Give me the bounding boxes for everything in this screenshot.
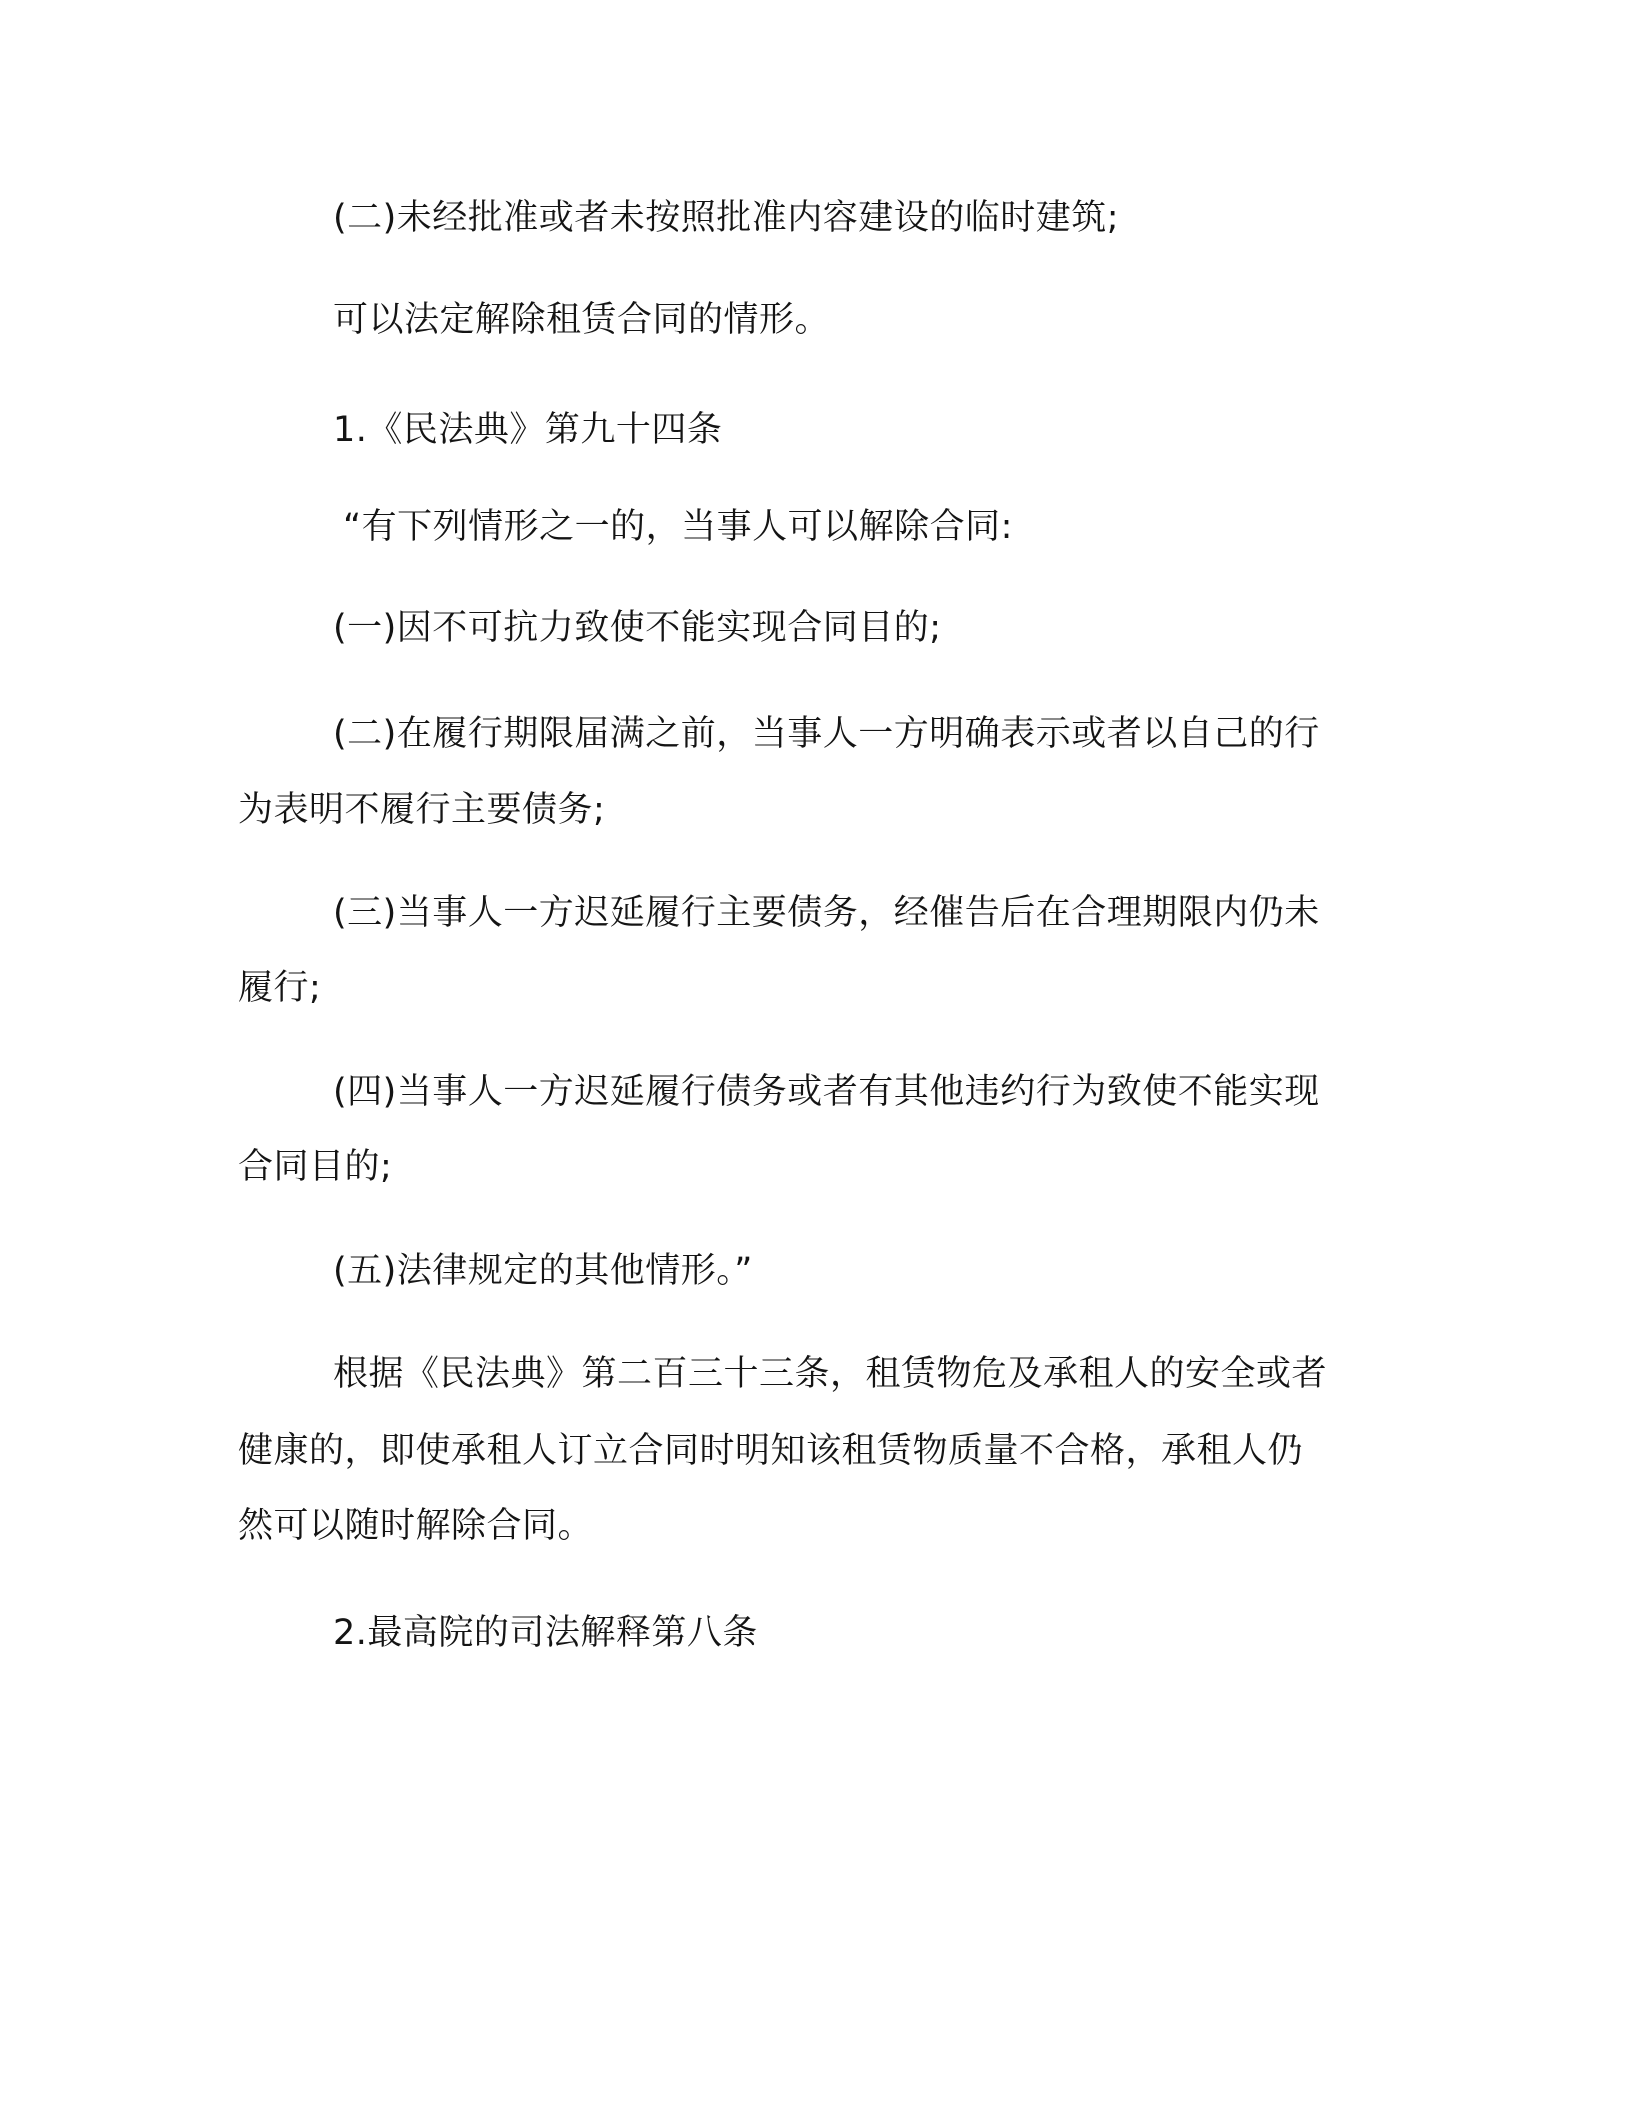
clause-two-temporary-building: (二)未经批准或者未按照批准内容建设的临时建筑; [333, 198, 1120, 238]
civil-code-article-94-heading: 1.《民法典》第九十四条 [333, 410, 723, 450]
article-233-paragraph-line-2: 健康的，即使承租人订立合同时明知该租赁物质量不合格，承租人仍 [238, 1431, 1304, 1471]
article-94-item-two-line-2: 为表明不履行主要债务; [238, 790, 606, 830]
article-94-item-four-line-1: (四)当事人一方迟延履行债务或者有其他违约行为致使不能实现 [333, 1072, 1320, 1112]
statutory-termination-heading: 可以法定解除租赁合同的情形。 [333, 300, 831, 340]
article-94-item-five: (五)法律规定的其他情形。” [333, 1251, 753, 1291]
article-94-item-three-line-1: (三)当事人一方迟延履行主要债务，经催告后在合理期限内仍未 [333, 893, 1320, 933]
article-94-item-one: (一)因不可抗力致使不能实现合同目的; [333, 608, 942, 648]
article-94-intro: “有下列情形之一的，当事人可以解除合同: [343, 507, 1013, 547]
article-233-paragraph-line-1: 根据《民法典》第二百三十三条，租赁物危及承租人的安全或者 [333, 1354, 1328, 1394]
article-233-paragraph-line-3: 然可以随时解除合同。 [238, 1506, 594, 1546]
article-94-item-three-line-2: 履行; [238, 968, 322, 1008]
judicial-interpretation-heading: 2.最高院的司法解释第八条 [333, 1613, 758, 1653]
article-94-item-four-line-2: 合同目的; [238, 1147, 393, 1187]
article-94-item-two-line-1: (二)在履行期限届满之前，当事人一方明确表示或者以自己的行 [333, 714, 1320, 754]
